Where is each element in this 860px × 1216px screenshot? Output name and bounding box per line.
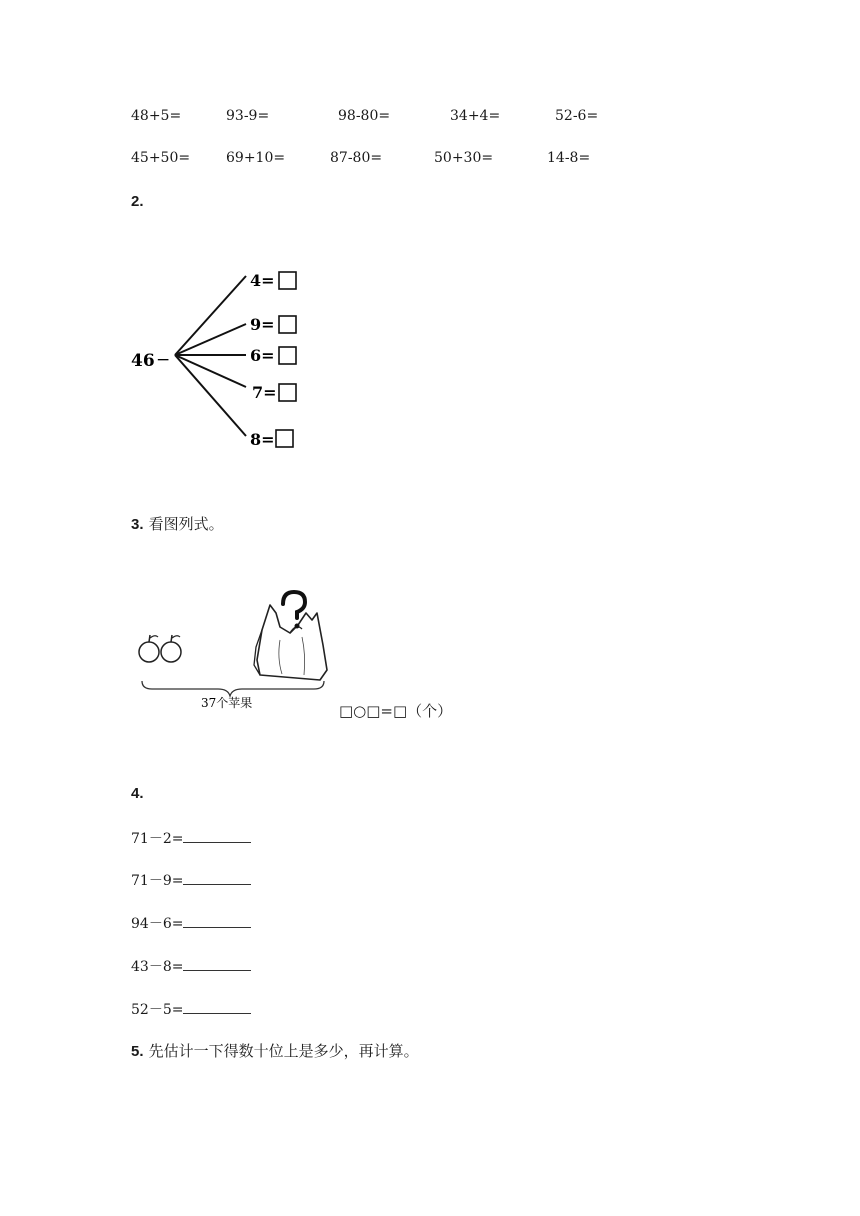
minus-sign: − [156, 350, 171, 370]
question-3-number: 3. [131, 516, 144, 533]
expression: 43－8= [131, 959, 184, 975]
expression: 93-9= [226, 108, 270, 124]
question-mark-icon [283, 592, 305, 629]
brace-label: 37个苹果 [201, 696, 253, 710]
answer-blank[interactable] [183, 999, 251, 1014]
apple-icon [139, 635, 159, 662]
expression: 87-80= [330, 150, 383, 166]
subtraction-item [131, 828, 251, 848]
expression: 50+30= [434, 150, 494, 166]
expression: 52－5= [131, 1002, 184, 1018]
branch-label: 8= [250, 430, 275, 449]
apples-and-bag-picture [130, 585, 340, 715]
formula-answer-area[interactable]: □○□=□（个） [339, 702, 453, 720]
answer-blank[interactable] [183, 870, 251, 885]
answer-box[interactable] [279, 347, 296, 364]
subtraction-branch-diagram [125, 255, 325, 455]
apple-icon [161, 635, 181, 662]
branch-line [175, 355, 246, 387]
answer-box[interactable] [279, 316, 296, 333]
expression: 69+10= [226, 150, 286, 166]
question-2-number: 2. [131, 193, 144, 210]
expression: 98-80= [338, 108, 391, 124]
subtraction-item [131, 913, 251, 933]
subtraction-item [131, 870, 251, 890]
question-3-heading [131, 513, 224, 534]
answer-blank[interactable] [183, 956, 251, 971]
expression: 48+5= [131, 108, 182, 124]
question-3-text: 看图列式。 [148, 515, 224, 533]
answer-blank[interactable] [183, 913, 251, 928]
branch-line [175, 324, 246, 355]
question-5-text: 先估计一下得数十位上是多少，再计算。 [148, 1042, 419, 1060]
question-5-number: 5. [131, 1043, 144, 1060]
expression: 71－2= [131, 831, 184, 847]
expression: 71－9= [131, 873, 184, 889]
expression: 45+50= [131, 150, 191, 166]
answer-box[interactable] [276, 430, 293, 447]
branch-label: 9= [250, 315, 275, 334]
branch-label: 4= [250, 271, 275, 290]
bag-icon [254, 605, 327, 680]
answer-blank[interactable] [183, 828, 251, 843]
branch-line [175, 355, 246, 436]
branch-label: 6= [250, 346, 275, 365]
branch-line [175, 276, 246, 355]
subtraction-item [131, 956, 251, 976]
brace [142, 681, 324, 696]
expression: 94－6= [131, 916, 184, 932]
question-5-heading [131, 1040, 419, 1061]
subtraction-item [131, 999, 251, 1019]
minuend: 46 [131, 351, 155, 371]
expression: 14-8= [547, 150, 591, 166]
branch-label: 7= [252, 383, 277, 402]
question-4-number: 4. [131, 785, 144, 802]
expression: 52-6= [555, 108, 599, 124]
answer-box[interactable] [279, 384, 296, 401]
expression: 34+4= [450, 108, 501, 124]
answer-box[interactable] [279, 272, 296, 289]
